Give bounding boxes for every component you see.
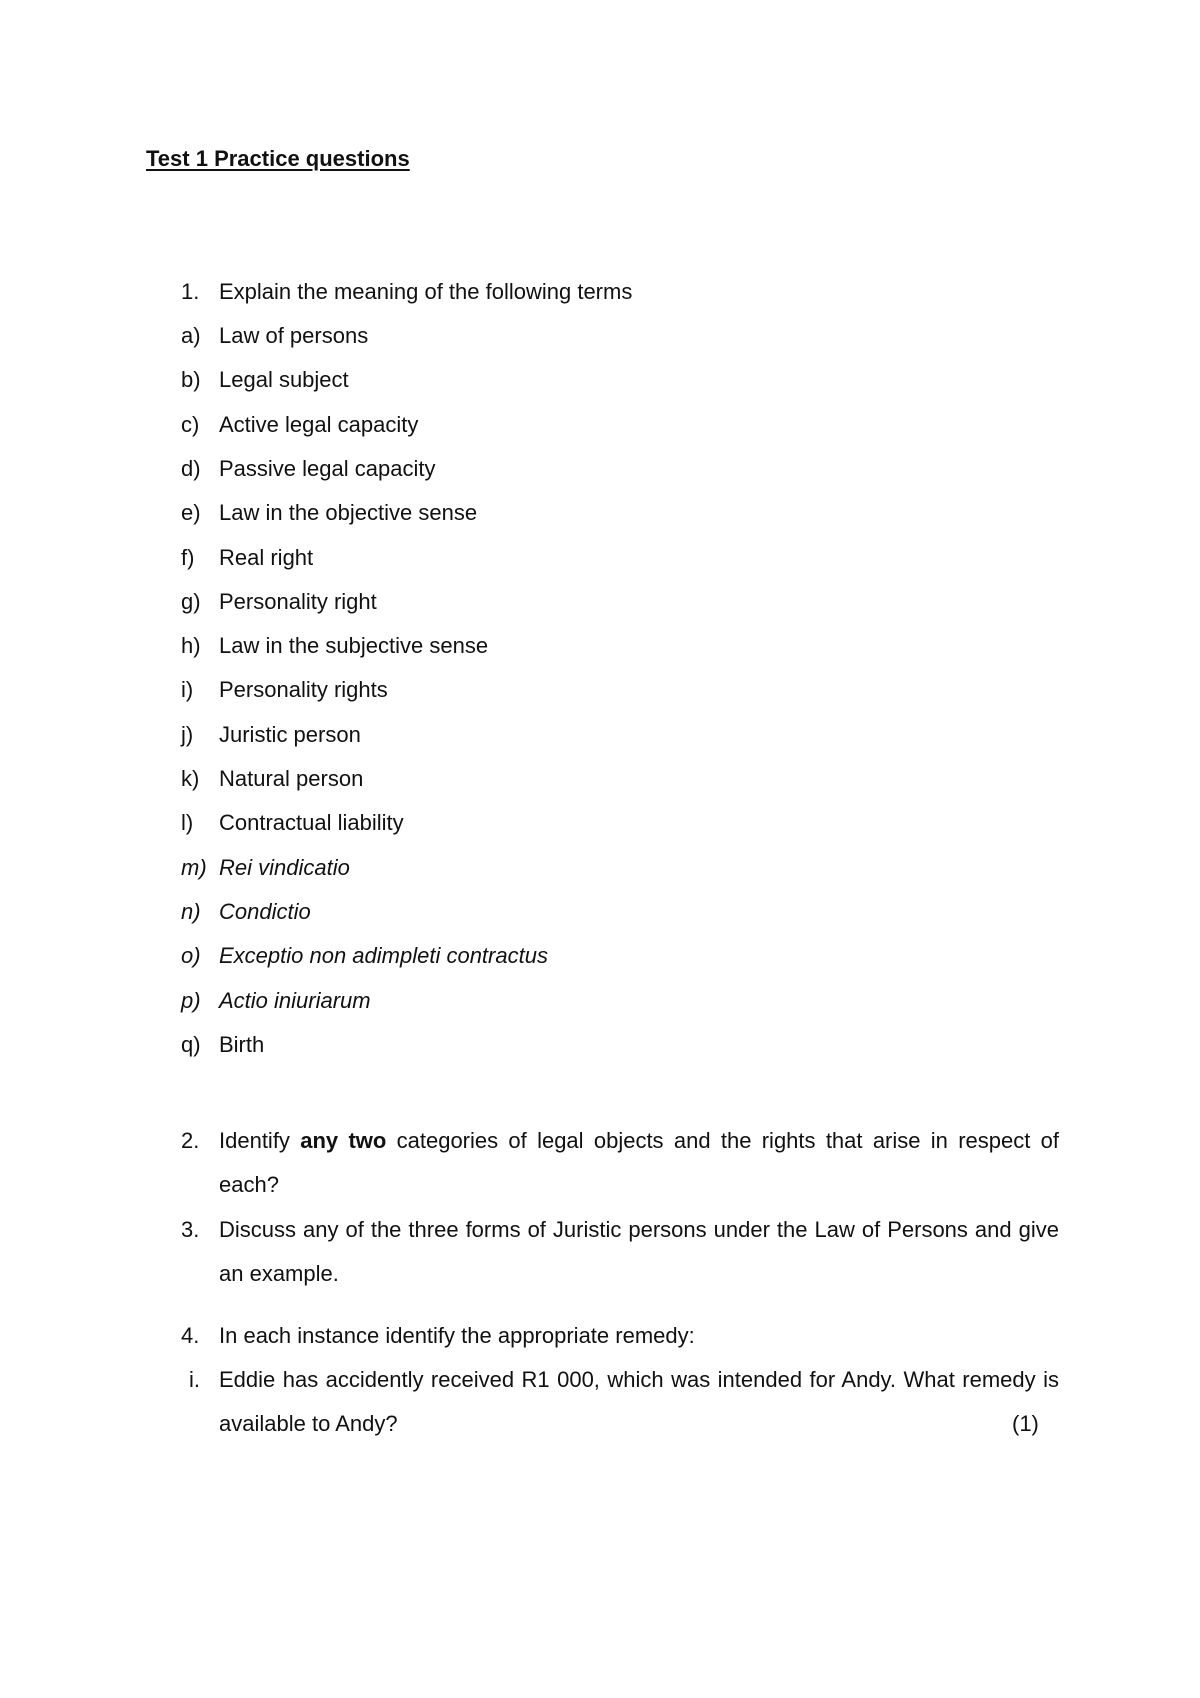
term-text: Exceptio non adimpleti contractus bbox=[219, 943, 548, 969]
question-2-text-after: categories of legal objects and the rights that arise in respect of each? bbox=[219, 1128, 1060, 1197]
question-number: 4. bbox=[181, 1323, 200, 1348]
term-text: Law of persons bbox=[219, 323, 369, 348]
page-title: Test 1 Practice questions bbox=[146, 146, 410, 171]
term-label: k) bbox=[181, 766, 200, 791]
question-text: Explain the meaning of the following terms bbox=[219, 279, 633, 304]
term-label: m) bbox=[181, 854, 207, 880]
term-text: Law in the objective sense bbox=[219, 500, 478, 526]
term-text: Personality right bbox=[219, 588, 377, 614]
term-text: Legal subject bbox=[219, 367, 349, 393]
term-text: Birth bbox=[219, 1031, 265, 1057]
term-text: Real right bbox=[219, 544, 314, 570]
term-label: g) bbox=[181, 588, 201, 614]
term-label: q) bbox=[181, 1031, 201, 1057]
term-label: n) bbox=[181, 898, 201, 924]
term-text: Natural person bbox=[219, 766, 364, 791]
term-text: Passive legal capacity bbox=[219, 455, 436, 481]
term-text: Rei vindicatio bbox=[219, 854, 350, 880]
term-label: h) bbox=[181, 633, 201, 659]
term-text: Juristic person bbox=[219, 721, 361, 747]
question-number: 1. bbox=[181, 279, 200, 304]
term-label: p) bbox=[181, 987, 201, 1013]
question-2-text-before: Identify bbox=[219, 1128, 301, 1153]
term-label: i) bbox=[181, 677, 194, 703]
term-text: Actio iniuriarum bbox=[219, 987, 371, 1013]
sub-question-text: Eddie has accidently received R1 000, which was intended for Andy. What remedy is available to Andy? bbox=[219, 1367, 1059, 1436]
question-2 bbox=[219, 1119, 1059, 1207]
question-2-number: 2. bbox=[181, 1128, 200, 1153]
term-label: e) bbox=[181, 500, 201, 526]
term-label: l) bbox=[181, 810, 194, 836]
term-text: Contractual liability bbox=[219, 810, 404, 836]
question-3-number: 3. bbox=[181, 1217, 200, 1242]
sub-question-label: i. bbox=[189, 1367, 200, 1392]
question-2-emphasis: any two bbox=[300, 1128, 387, 1153]
term-label: d) bbox=[181, 455, 201, 481]
term-text: Law in the subjective sense bbox=[219, 633, 489, 659]
term-label: j) bbox=[181, 721, 194, 747]
term-label: a) bbox=[181, 323, 201, 348]
term-text: Condictio bbox=[219, 898, 311, 924]
marks-label: (1) bbox=[1012, 1411, 1039, 1436]
term-label: f) bbox=[181, 544, 195, 570]
term-label: o) bbox=[181, 943, 201, 969]
question-text: In each instance identify the appropriate remedy: bbox=[219, 1323, 695, 1348]
term-label: b) bbox=[181, 367, 201, 393]
term-label: c) bbox=[181, 411, 200, 437]
term-text: Personality rights bbox=[219, 677, 388, 703]
question-3: Discuss any of the three forms of Juristic persons under the Law of Persons and give an example. bbox=[219, 1217, 1059, 1286]
term-text: Active legal capacity bbox=[219, 411, 419, 437]
